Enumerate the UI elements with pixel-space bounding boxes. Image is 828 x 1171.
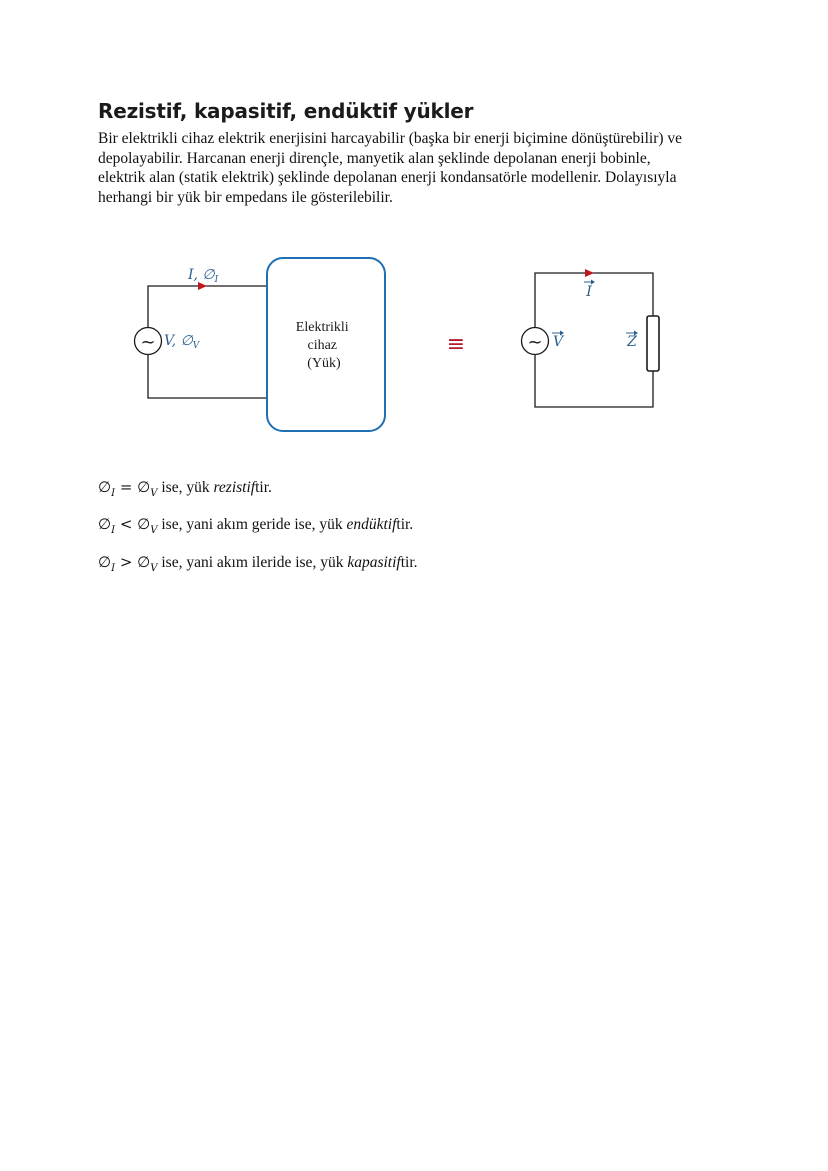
comparison-operator: = [119,478,133,496]
condition-suffix: tir. [396,516,414,533]
device-label-line: Elektrikli [295,320,349,335]
circuit-diagram [0,0,828,460]
voltage-label-sub: V [192,341,200,351]
comparison-operator: > [119,553,133,571]
left-top-wire [148,286,267,327]
phi-symbol: ∅ [98,515,112,533]
paragraph-line: elektrik alan (statik elektrik) şeklinde depolanan enerji kondansatörle modellenir. Dolayısıyla [98,169,677,187]
left-bottom-wire [148,355,267,398]
phi-symbol: ∅ [137,553,151,571]
condition-suffix: tir. [255,479,272,496]
condition-capacitive [98,553,418,574]
voltage-label [164,333,201,351]
current-label-main: I, ∅ [188,267,215,283]
condition-text: ise, yani akım ileride ise, yük [161,554,348,571]
phi-symbol: ∅ [98,553,112,571]
voltage-phasor-label: V [552,334,564,350]
condition-inductive [98,515,413,536]
current-phasor-label: I [586,284,592,300]
condition-suffix: tir. [400,554,418,571]
paragraph-line: depolayabilir. Harcanan enerji dirençle, manyetik alan şeklinde depolanan enerji bobinle, [98,149,651,167]
phi-symbol: ∅ [137,515,151,533]
current-arrow-icon [198,282,207,290]
condition-text: ise, yani akım geride ise, yük [161,516,347,533]
comparison-operator: < [119,515,133,533]
phi-subscript: I [111,563,116,574]
ac-source-symbol: ~ [140,332,156,353]
device-label-line: cihaz [307,338,338,353]
phi-symbol: ∅ [98,478,112,496]
phi-subscript: I [111,488,116,499]
paragraph-line: Bir elektrikli cihaz elektrik enerjisini harcayabilir (başka bir enerji biçimine dönüştürebilir) ve [98,130,683,147]
condition-emphasis: endüktif [346,516,397,533]
ac-source-symbol: ~ [527,332,543,353]
phi-subscript: V [150,563,158,574]
condition-math [98,553,158,574]
impedance-phasor-label: Z [627,334,637,350]
phi-subscript: V [150,525,158,536]
voltage-label-main: V, ∅ [164,333,193,349]
current-arrow-icon [585,269,594,277]
condition-emphasis: kapasitif [347,554,401,571]
phi-symbol: ∅ [137,478,151,496]
right-bottom-wire [535,355,653,407]
current-label-sub: I [214,275,219,285]
impedance-phasor [626,331,638,351]
condition-emphasis: rezistif [213,479,256,496]
impedance-icon [647,316,659,371]
equivalent-symbol: ≡ [446,332,466,357]
phi-subscript: I [111,525,116,536]
condition-math [98,515,158,536]
page-title: Rezistif, kapasitif, endüktif yükler [98,99,474,123]
current-phasor [584,280,595,301]
voltage-phasor [552,331,565,351]
right-top-wire [535,273,653,327]
paragraph-line: herhangi bir yük bir empedans ile gösterilebilir. [98,188,393,206]
phi-subscript: V [150,488,158,499]
condition-resistive [98,478,272,499]
condition-text: ise, yük [161,479,214,496]
current-label [187,267,219,285]
condition-math [98,478,158,499]
device-label-line: (Yük) [307,356,341,371]
